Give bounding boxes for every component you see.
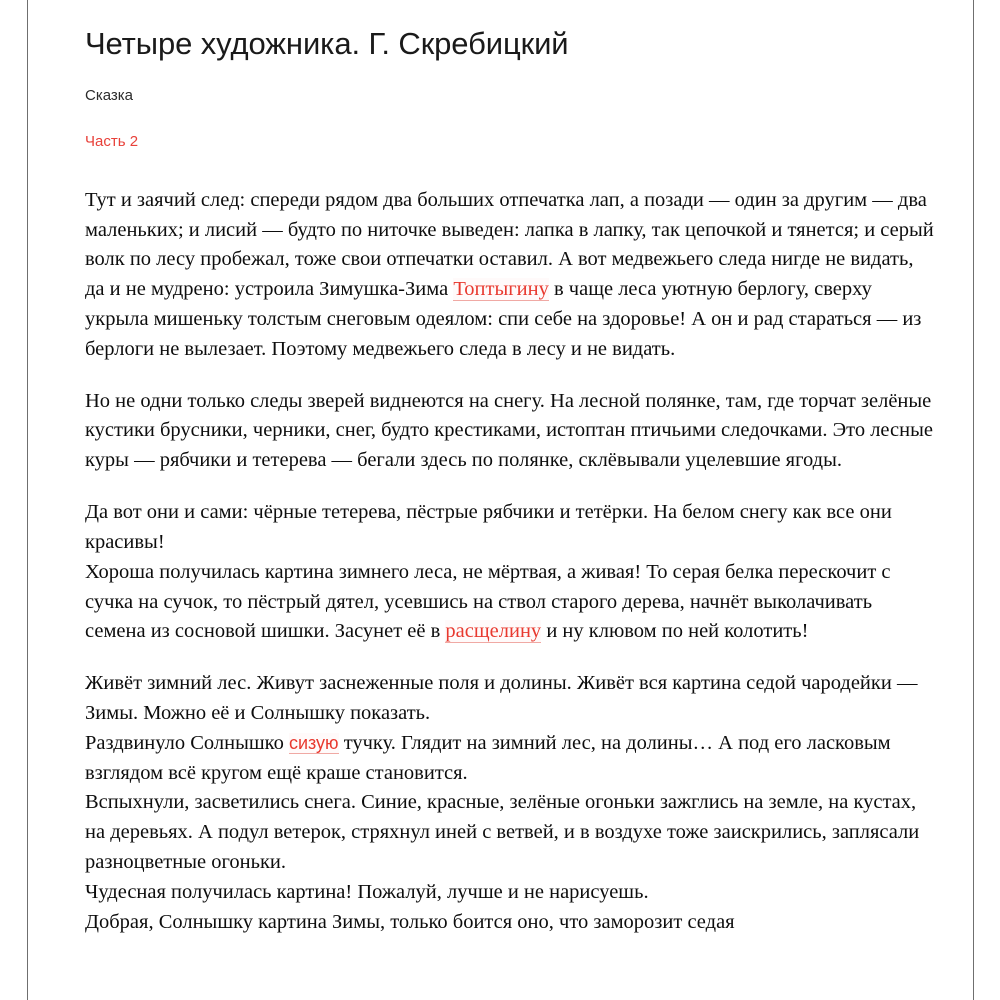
paragraph-list [85,152,935,938]
highlighted-term[interactable]: сизую [288,732,339,753]
paragraph-p2: Но не одни только следы зверей виднеются на снегу. На лесной полянке, там, где торчат зелёные кустики брусники, черники, снег, будто крестиками, истоптан птичьими следочками. Это лесные куры — рябчики и тетерева — бегали здесь по полянке, склёвывали уцелевшие ягоды. [85,389,933,472]
highlighted-term[interactable]: Топтыгину [453,278,549,301]
page-title: Четыре художника. Г. Скребицкий [85,26,569,61]
paragraph-p4: Живёт зимний лес. Живут заснеженные поля и долины. Живёт вся картина седой чародейки — Зимы. Можно её и Солнышку показать. Раздвинуло Солнышко сизую тучку. Глядит на зимний лес, на долины… А под его ласковым взглядом всё кругом ещё краше становится. Вспыхнули, засветились снега. Синие, красные, зелёные огоньки зажглись на земле, на кустах, на деревьях. А подул ветерок, стряхнул иней с ветвей, и в воздухе тоже заискрились, заплясали разноцветные огоньки. Чудесная получилась картина! Пожалуй, лучше и не нарисуешь. Добрая, Солнышку картина Зимы, только боится оно, что заморозит седая [85,672,920,933]
highlighted-term[interactable]: расщелину [445,620,542,643]
document-body [85,0,935,1000]
document-subtitle: Сказка [85,86,134,104]
part-label: Часть 2 [85,133,139,151]
paragraph-p3: Да вот они и сами: чёрные тетерева, пёстрые рябчики и тетёрки. На белом снегу как все они красивы! Хороша получилась картина зимнего леса, не мёртвая, а живая! То серая белка перескочит с сучка на сучок, то пёстрый дятел, усевшись на ствол старого дерева, начнёт выколачивать семена из сосновой шишки. Засунет её в расщелину и ну клювом по ней колотить! [85,501,892,643]
paragraph-p1: Тут и заячий след: спереди рядом два больших отпечатка лап, а позади — один за другим — два маленьких; и лисий — будто по ниточке выведен: лапка в лапку, так цепочкой и тянется; и серый волк по лесу пробежал, тоже свои отпечатки оставил. А вот медвежьего следа нигде не видать, да и не мудрено: устроила Зимушка-Зима Топтыгину в чаще леса уютную берлогу, сверху укрыла мишеньку толстым снеговым одеялом: спи себе на здоровье! А он и рад стараться — из берлоги не вылезает. Поэтому медвежьего следа в лесу и не видать. [85,188,934,360]
